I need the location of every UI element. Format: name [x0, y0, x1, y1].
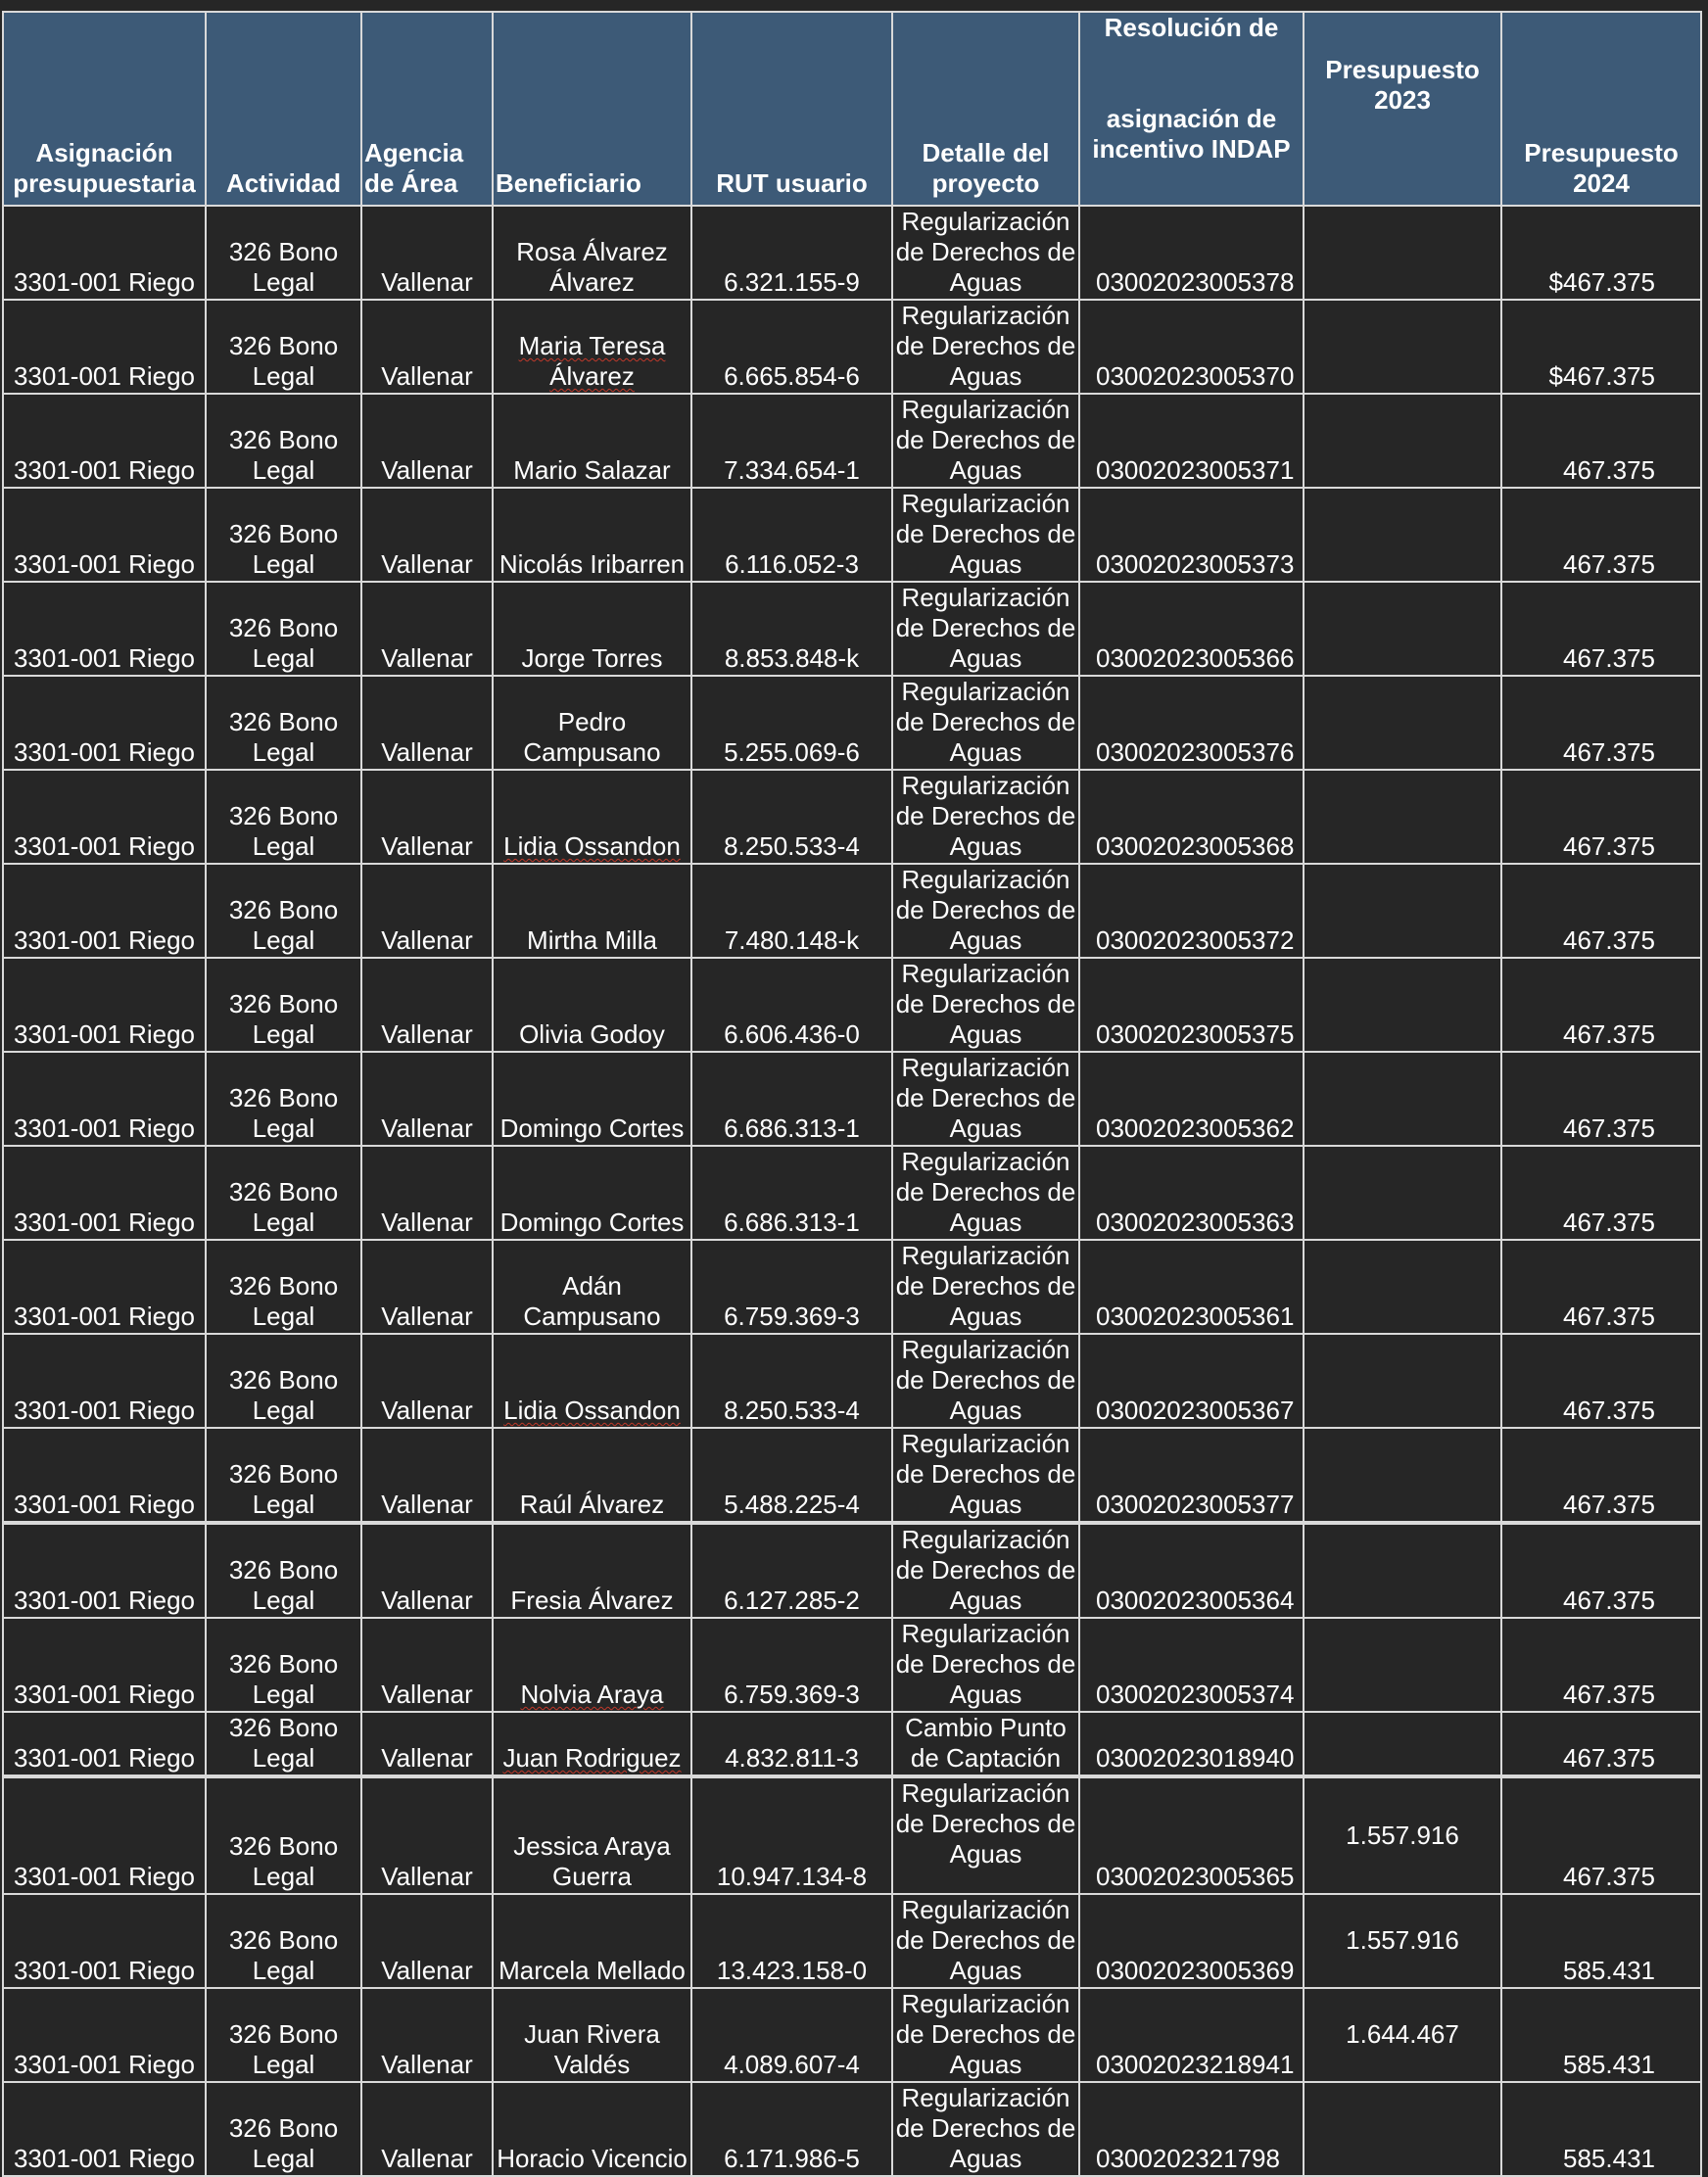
cell-presupuesto-2024: 467.375 [1501, 488, 1701, 582]
cell-resolucion: 03002023005366 [1079, 582, 1304, 676]
cell-presupuesto-2023 [1304, 300, 1501, 394]
cell-asignacion: 3301-001 Riego [3, 582, 206, 676]
cell-presupuesto-2024: 467.375 [1501, 676, 1701, 770]
cell-asignacion: 3301-001 Riego [3, 1428, 206, 1523]
table-row [3, 1988, 1701, 2082]
cell-detalle: Regularización de Derechos de Aguas [892, 1428, 1079, 1523]
cell-presupuesto-2023 [1304, 1240, 1501, 1334]
col-header-beneficiario: Beneficiario [493, 12, 691, 206]
col-header-resolucion [1079, 12, 1304, 206]
cell-presupuesto-2024: 467.375 [1501, 582, 1701, 676]
cell-rut: 7.480.148-k [691, 864, 892, 958]
cell-agencia: Vallenar [361, 394, 493, 488]
col-header-agencia: Agencia de Área [361, 12, 493, 206]
table-row [3, 1618, 1701, 1712]
cell-rut: 6.759.369-3 [691, 1618, 892, 1712]
cell-resolucion: 03002023018940 [1079, 1712, 1304, 1776]
cell-beneficiario [493, 300, 691, 394]
cell-beneficiario: Domingo Cortes [493, 1052, 691, 1146]
cell-rut: 8.250.533-4 [691, 1334, 892, 1428]
cell-actividad: 326 Bono Legal [206, 394, 361, 488]
table-row [3, 2082, 1701, 2176]
cell-actividad: 326 Bono Legal [206, 2082, 361, 2176]
cell-presupuesto-2024: 467.375 [1501, 864, 1701, 958]
cell-agencia: Vallenar [361, 2082, 493, 2176]
cell-agencia: Vallenar [361, 864, 493, 958]
table-row [3, 1334, 1701, 1428]
cell-presupuesto-2023 [1304, 1146, 1501, 1240]
cell-resolucion: 03002023005375 [1079, 958, 1304, 1052]
cell-resolucion: 03002023005365 [1079, 1776, 1304, 1894]
table-row [3, 1894, 1701, 1988]
cell-detalle: Regularización de Derechos de Aguas [892, 1334, 1079, 1428]
cell-actividad: 326 Bono Legal [206, 1988, 361, 2082]
cell-resolucion: 03002023005368 [1079, 770, 1304, 864]
cell-asignacion: 3301-001 Riego [3, 2082, 206, 2176]
cell-beneficiario: Fresia Álvarez [493, 1523, 691, 1618]
cell-beneficiario [493, 1334, 691, 1428]
cell-beneficiario-text: Nolvia Araya [520, 1680, 664, 1709]
cell-actividad: 326 Bono Legal [206, 1146, 361, 1240]
header-row [3, 12, 1701, 206]
cell-asignacion: 3301-001 Riego [3, 1618, 206, 1712]
col-header-detalle: Detalle del proyecto [892, 12, 1079, 206]
cell-asignacion: 3301-001 Riego [3, 488, 206, 582]
cell-presupuesto-2024: 585.431 [1501, 1894, 1701, 1988]
cell-presupuesto-2023 [1304, 2082, 1501, 2176]
cell-detalle: Regularización de Derechos de Aguas [892, 394, 1079, 488]
cell-resolucion: 03002023005363 [1079, 1146, 1304, 1240]
cell-beneficiario [493, 1712, 691, 1776]
cell-asignacion: 3301-001 Riego [3, 394, 206, 488]
cell-presupuesto-2023 [1304, 1334, 1501, 1428]
cell-beneficiario-text: Lidia Ossandon [503, 831, 681, 861]
cell-asignacion: 3301-001 Riego [3, 958, 206, 1052]
cell-agencia: Vallenar [361, 958, 493, 1052]
cell-presupuesto-2023 [1304, 1523, 1501, 1618]
cell-presupuesto-2024: 467.375 [1501, 1428, 1701, 1523]
cell-actividad: 326 Bono Legal [206, 770, 361, 864]
table-row [3, 1240, 1701, 1334]
cell-presupuesto-2023 [1304, 1712, 1501, 1776]
cell-rut: 5.488.225-4 [691, 1428, 892, 1523]
cell-rut: 4.832.811-3 [691, 1712, 892, 1776]
cell-rut: 5.255.069-6 [691, 676, 892, 770]
cell-rut: 8.853.848-k [691, 582, 892, 676]
cell-presupuesto-2024: $467.375 [1501, 300, 1701, 394]
cell-agencia: Vallenar [361, 1240, 493, 1334]
cell-presupuesto-2024: 467.375 [1501, 1052, 1701, 1146]
cell-presupuesto-2024: $467.375 [1501, 206, 1701, 300]
cell-rut: 6.759.369-3 [691, 1240, 892, 1334]
col-header-asignacion: Asignación presupuestaria [3, 12, 206, 206]
cell-actividad: 326 Bono Legal [206, 1334, 361, 1428]
cell-rut: 6.665.854-6 [691, 300, 892, 394]
cell-agencia: Vallenar [361, 488, 493, 582]
cell-detalle: Regularización de Derechos de Aguas [892, 300, 1079, 394]
cell-beneficiario: Pedro Campusano [493, 676, 691, 770]
cell-actividad: 326 Bono Legal [206, 1776, 361, 1894]
col-header-actividad: Actividad [206, 12, 361, 206]
table-row [3, 1712, 1701, 1776]
cell-asignacion: 3301-001 Riego [3, 1240, 206, 1334]
cell-presupuesto-2024: 467.375 [1501, 958, 1701, 1052]
cell-asignacion: 3301-001 Riego [3, 206, 206, 300]
cell-asignacion: 3301-001 Riego [3, 1334, 206, 1428]
cell-presupuesto-2023 [1304, 958, 1501, 1052]
cell-agencia: Vallenar [361, 1712, 493, 1776]
cell-detalle: Regularización de Derechos de Aguas [892, 206, 1079, 300]
cell-detalle: Regularización de Derechos de Aguas [892, 1523, 1079, 1618]
cell-actividad: 326 Bono Legal [206, 1240, 361, 1334]
cell-agencia: Vallenar [361, 770, 493, 864]
cell-agencia: Vallenar [361, 1618, 493, 1712]
cell-detalle: Regularización de Derechos de Aguas [892, 770, 1079, 864]
cell-agencia: Vallenar [361, 1146, 493, 1240]
cell-resolucion: 03002023005371 [1079, 394, 1304, 488]
cell-rut: 10.947.134-8 [691, 1776, 892, 1894]
cell-detalle: Regularización de Derechos de Aguas [892, 2082, 1079, 2176]
cell-rut: 13.423.158-0 [691, 1894, 892, 1988]
table-row [3, 394, 1701, 488]
cell-beneficiario: Mario Salazar [493, 394, 691, 488]
cell-agencia: Vallenar [361, 1052, 493, 1146]
cell-actividad: 326 Bono Legal [206, 1712, 361, 1776]
cell-detalle: Regularización de Derechos de Aguas [892, 1146, 1079, 1240]
cell-resolucion: 03002023005373 [1079, 488, 1304, 582]
col-header-resolucion-top: Resolución de [1104, 13, 1279, 42]
cell-beneficiario-text: Maria Teresa Álvarez [518, 331, 666, 391]
cell-detalle: Regularización de Derechos de Aguas [892, 1052, 1079, 1146]
cell-rut: 7.334.654-1 [691, 394, 892, 488]
cell-beneficiario: Juan Rivera Valdés [493, 1988, 691, 2082]
cell-presupuesto-2024: 467.375 [1501, 394, 1701, 488]
cell-asignacion: 3301-001 Riego [3, 1776, 206, 1894]
cell-detalle: Regularización de Derechos de Aguas [892, 676, 1079, 770]
cell-actividad: 326 Bono Legal [206, 582, 361, 676]
cell-presupuesto-2023: 1.644.467 [1304, 1988, 1501, 2082]
cell-beneficiario [493, 770, 691, 864]
cell-resolucion: 03002023005361 [1079, 1240, 1304, 1334]
cell-beneficiario: Jorge Torres [493, 582, 691, 676]
table-row [3, 206, 1701, 300]
cell-agencia: Vallenar [361, 206, 493, 300]
cell-actividad: 326 Bono Legal [206, 958, 361, 1052]
cell-beneficiario: Rosa Álvarez Álvarez [493, 206, 691, 300]
cell-rut: 8.250.533-4 [691, 770, 892, 864]
cell-detalle: Regularización de Derechos de Aguas [892, 1894, 1079, 1988]
cell-actividad: 326 Bono Legal [206, 1618, 361, 1712]
cell-rut: 6.321.155-9 [691, 206, 892, 300]
table-row [3, 1052, 1701, 1146]
cell-actividad: 326 Bono Legal [206, 1052, 361, 1146]
cell-beneficiario: Horacio Vicencio [493, 2082, 691, 2176]
cell-presupuesto-2023 [1304, 864, 1501, 958]
cell-detalle: Regularización de Derechos de Aguas [892, 864, 1079, 958]
table-row [3, 676, 1701, 770]
cell-resolucion: 03002023005377 [1079, 1428, 1304, 1523]
cell-presupuesto-2023 [1304, 206, 1501, 300]
cell-rut: 6.171.986-5 [691, 2082, 892, 2176]
cell-beneficiario [493, 1618, 691, 1712]
cell-presupuesto-2024: 467.375 [1501, 1618, 1701, 1712]
cell-rut: 6.606.436-0 [691, 958, 892, 1052]
cell-resolucion: 03002023005367 [1079, 1334, 1304, 1428]
cell-presupuesto-2023 [1304, 394, 1501, 488]
cell-actividad: 326 Bono Legal [206, 206, 361, 300]
cell-actividad: 326 Bono Legal [206, 864, 361, 958]
cell-beneficiario: Adán Campusano [493, 1240, 691, 1334]
cell-agencia: Vallenar [361, 1523, 493, 1618]
cell-resolucion: 03002023005370 [1079, 300, 1304, 394]
cell-asignacion: 3301-001 Riego [3, 770, 206, 864]
cell-asignacion: 3301-001 Riego [3, 300, 206, 394]
cell-rut: 6.686.313-1 [691, 1146, 892, 1240]
cell-beneficiario: Nicolás Iribarren [493, 488, 691, 582]
cell-detalle: Regularización de Derechos de Aguas [892, 1618, 1079, 1712]
table-row [3, 1428, 1701, 1523]
cell-resolucion: 03002023005376 [1079, 676, 1304, 770]
cell-asignacion: 3301-001 Riego [3, 1988, 206, 2082]
cell-rut: 6.127.285-2 [691, 1523, 892, 1618]
table-row [3, 770, 1701, 864]
table-row [3, 864, 1701, 958]
cell-resolucion: 03002023218941 [1079, 1988, 1304, 2082]
beneficiaries-table [2, 11, 1702, 2177]
cell-actividad: 326 Bono Legal [206, 488, 361, 582]
cell-agencia: Vallenar [361, 1776, 493, 1894]
cell-presupuesto-2023 [1304, 1618, 1501, 1712]
cell-resolucion: 03002023005372 [1079, 864, 1304, 958]
table-row [3, 300, 1701, 394]
cell-presupuesto-2023 [1304, 582, 1501, 676]
cell-agencia: Vallenar [361, 1334, 493, 1428]
cell-resolucion: 03002023005369 [1079, 1894, 1304, 1988]
cell-detalle: Regularización de Derechos de Aguas [892, 1240, 1079, 1334]
table-row [3, 958, 1701, 1052]
table-row [3, 1146, 1701, 1240]
col-header-resolucion-bottom: asignación de incentivo INDAP [1092, 104, 1291, 164]
cell-presupuesto-2024: 585.431 [1501, 2082, 1701, 2176]
cell-presupuesto-2024: 467.375 [1501, 1146, 1701, 1240]
cell-resolucion: 03002023005378 [1079, 206, 1304, 300]
cell-detalle: Regularización de Derechos de Aguas [892, 488, 1079, 582]
cell-actividad: 326 Bono Legal [206, 676, 361, 770]
cell-agencia: Vallenar [361, 1428, 493, 1523]
cell-resolucion: 03002023005362 [1079, 1052, 1304, 1146]
cell-detalle: Regularización de Derechos de Aguas [892, 1988, 1079, 2082]
cell-actividad: 326 Bono Legal [206, 1428, 361, 1523]
table-row [3, 582, 1701, 676]
cell-presupuesto-2024: 467.375 [1501, 1523, 1701, 1618]
cell-detalle: Cambio Punto de Captación [892, 1712, 1079, 1776]
cell-rut: 4.089.607-4 [691, 1988, 892, 2082]
budget-sheet [2, 11, 1700, 2177]
cell-agencia: Vallenar [361, 676, 493, 770]
cell-beneficiario: Olivia Godoy [493, 958, 691, 1052]
cell-agencia: Vallenar [361, 1894, 493, 1988]
cell-presupuesto-2024: 467.375 [1501, 1334, 1701, 1428]
cell-resolucion: 03002023005364 [1079, 1523, 1304, 1618]
table-row [3, 488, 1701, 582]
cell-asignacion: 3301-001 Riego [3, 676, 206, 770]
cell-detalle: Regularización de Derechos de Aguas [892, 1776, 1079, 1894]
table-row [3, 1523, 1701, 1618]
cell-beneficiario-text: Lidia Ossandon [503, 1396, 681, 1425]
cell-agencia: Vallenar [361, 1988, 493, 2082]
cell-presupuesto-2023: 1.557.916 [1304, 1776, 1501, 1894]
col-header-presupuesto-2024: Presupuesto 2024 [1501, 12, 1701, 206]
cell-beneficiario: Marcela Mellado [493, 1894, 691, 1988]
cell-beneficiario: Domingo Cortes [493, 1146, 691, 1240]
cell-asignacion: 3301-001 Riego [3, 864, 206, 958]
cell-rut: 6.116.052-3 [691, 488, 892, 582]
cell-presupuesto-2023 [1304, 770, 1501, 864]
cell-beneficiario: Jessica Araya Guerra [493, 1776, 691, 1894]
cell-rut: 6.686.313-1 [691, 1052, 892, 1146]
cell-presupuesto-2023 [1304, 488, 1501, 582]
cell-agencia: Vallenar [361, 300, 493, 394]
cell-actividad: 326 Bono Legal [206, 300, 361, 394]
cell-presupuesto-2023 [1304, 676, 1501, 770]
cell-resolucion: 0300202321798 [1079, 2082, 1304, 2176]
cell-presupuesto-2024: 467.375 [1501, 1240, 1701, 1334]
cell-presupuesto-2024: 585.431 [1501, 1988, 1701, 2082]
cell-beneficiario: Mirtha Milla [493, 864, 691, 958]
cell-asignacion: 3301-001 Riego [3, 1523, 206, 1618]
cell-asignacion: 3301-001 Riego [3, 1052, 206, 1146]
cell-detalle: Regularización de Derechos de Aguas [892, 582, 1079, 676]
cell-asignacion: 3301-001 Riego [3, 1894, 206, 1988]
cell-asignacion: 3301-001 Riego [3, 1712, 206, 1776]
cell-presupuesto-2023 [1304, 1052, 1501, 1146]
cell-presupuesto-2023 [1304, 1428, 1501, 1523]
cell-asignacion: 3301-001 Riego [3, 1146, 206, 1240]
cell-resolucion: 03002023005374 [1079, 1618, 1304, 1712]
cell-agencia: Vallenar [361, 582, 493, 676]
col-header-presupuesto-2023: Presupuesto 2023 [1304, 12, 1501, 206]
cell-presupuesto-2024: 467.375 [1501, 1712, 1701, 1776]
cell-beneficiario: Raúl Álvarez [493, 1428, 691, 1523]
cell-presupuesto-2023: 1.557.916 [1304, 1894, 1501, 1988]
cell-actividad: 326 Bono Legal [206, 1523, 361, 1618]
cell-detalle: Regularización de Derechos de Aguas [892, 958, 1079, 1052]
cell-presupuesto-2024: 467.375 [1501, 770, 1701, 864]
cell-beneficiario-text: Juan Rodriguez [502, 1743, 682, 1773]
cell-actividad: 326 Bono Legal [206, 1894, 361, 1988]
cell-presupuesto-2024: 467.375 [1501, 1776, 1701, 1894]
col-header-rut: RUT usuario [691, 12, 892, 206]
table-row [3, 1776, 1701, 1894]
